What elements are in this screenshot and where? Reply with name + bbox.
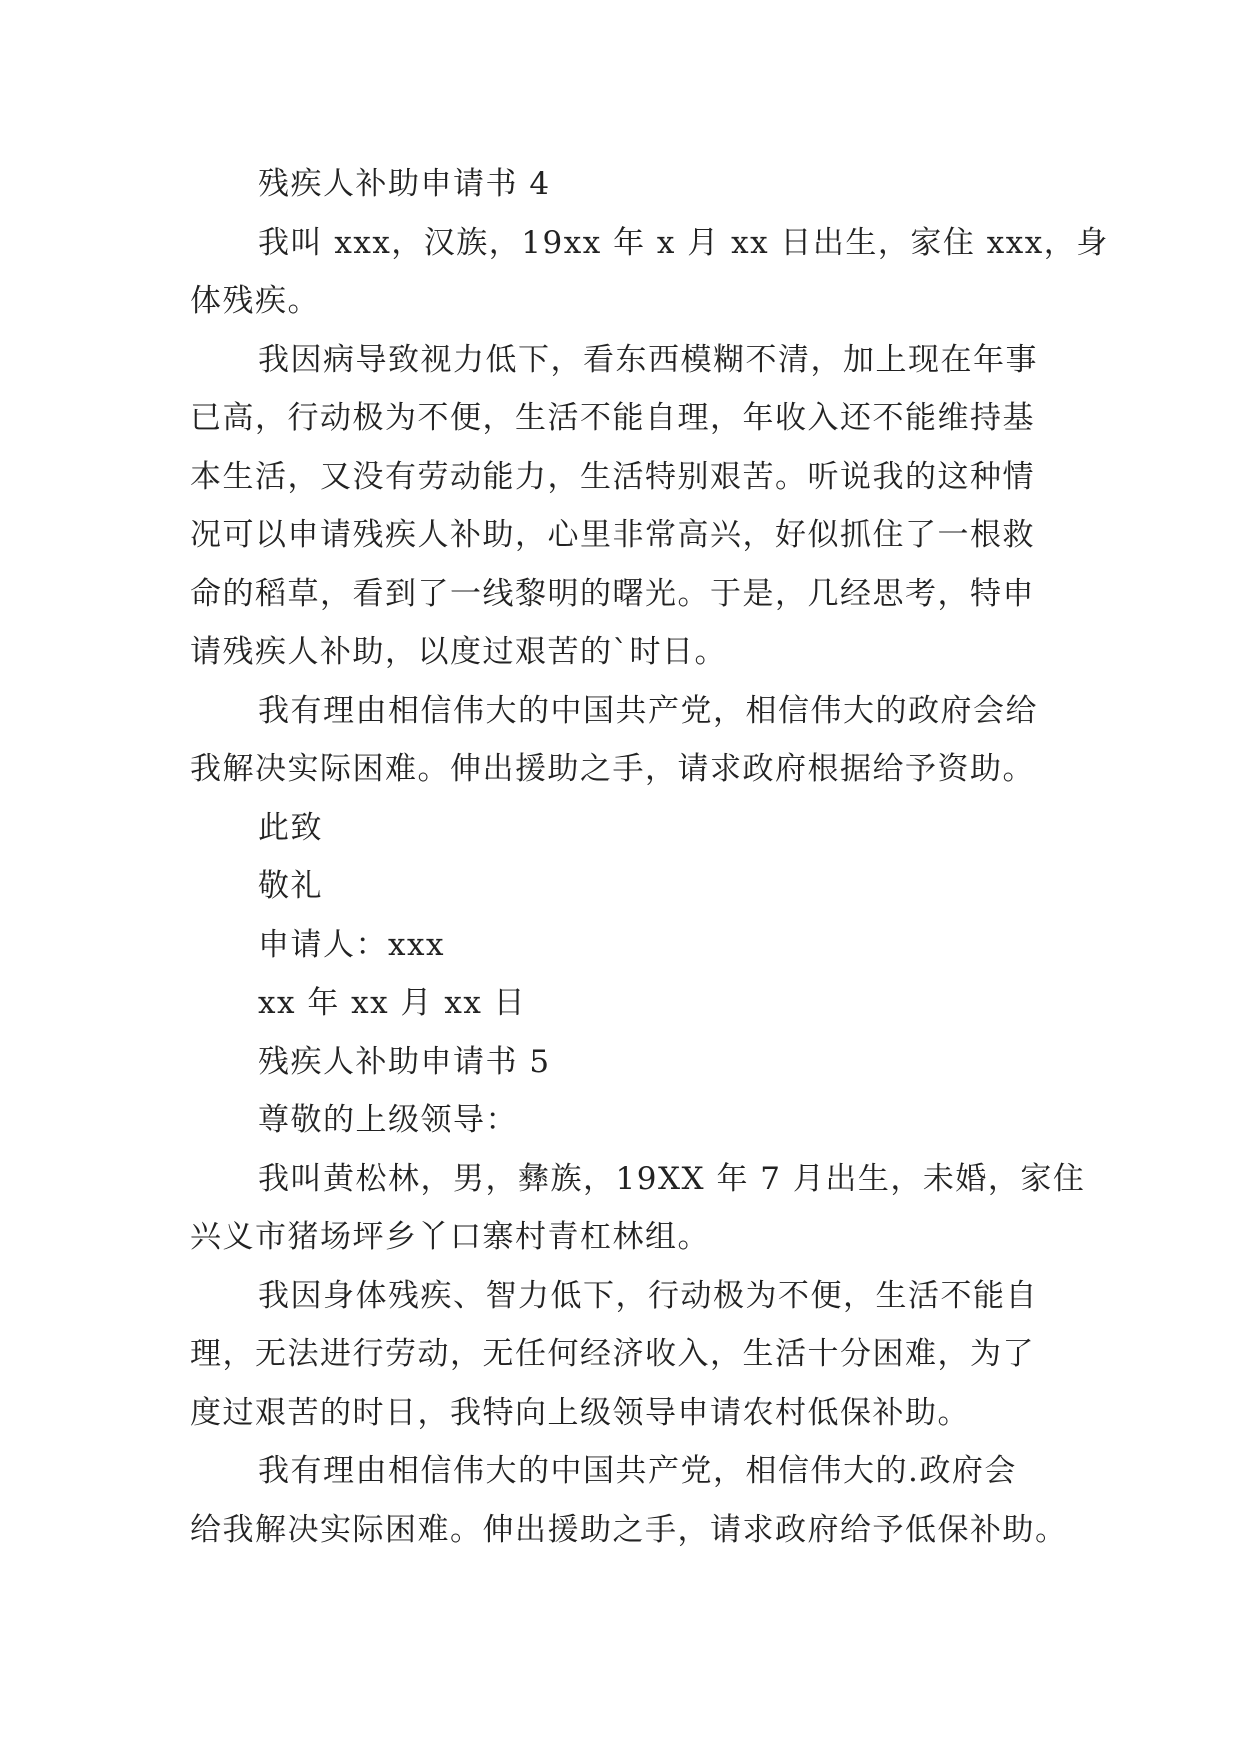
text-line: 体残疾。: [190, 283, 320, 319]
text-line: 我叫 xxx，汉族，19xx 年 x 月 xx 日出生，家住 xxx，身: [258, 224, 1109, 261]
text-line: 尊敬的上级领导：: [258, 1102, 518, 1138]
text-line: 兴义市猪场坪乡丫口寨村青杠林组。: [190, 1219, 710, 1255]
text-line: 况可以申请残疾人补助，心里非常高兴，好似抓住了一根救: [190, 517, 1035, 553]
text-line: 此致: [258, 809, 323, 846]
text-line: 残疾人补助申请书 4: [258, 166, 551, 202]
text-line: 命的稻草，看到了一线黎明的曙光。于是，几经思考，特申: [190, 575, 1035, 612]
text-line: 申请人：xxx: [258, 926, 445, 963]
text-line: 本生活，又没有劳动能力，生活特别艰苦。听说我的这种情: [190, 458, 1035, 495]
text-line: 我叫黄松林，男，彝族，19XX 年 7 月出生，未婚，家住: [258, 1160, 1086, 1197]
text-line: 度过艰苦的时日，我特向上级领导申请农村低保补助。: [190, 1394, 970, 1431]
text-line: 敬礼: [258, 868, 323, 904]
text-line: 我因病导致视力低下，看东西模糊不清，加上现在年事: [258, 341, 1038, 378]
text-line: 我解决实际困难。伸出援助之手，请求政府根据给予资助。: [190, 751, 1035, 787]
text-line: 请残疾人补助，以度过艰苦的`时日。: [190, 634, 727, 670]
text-line: xx 年 xx 月 xx 日: [258, 985, 527, 1021]
text-line: 已高，行动极为不便，生活不能自理，年收入还不能维持基: [190, 400, 1035, 436]
text-line: 我因身体残疾、智力低下，行动极为不便，生活不能自: [258, 1277, 1038, 1314]
text-line: 我有理由相信伟大的中国共产党，相信伟大的政府会给: [258, 692, 1038, 729]
text-line: 理，无法进行劳动，无任何经济收入，生活十分困难，为了: [190, 1336, 1035, 1372]
text-line: 给我解决实际困难。伸出援助之手，请求政府给予低保补助。: [190, 1511, 1068, 1548]
text-line: 我有理由相信伟大的中国共产党，相信伟大的.政府会: [258, 1453, 1017, 1489]
document-body: [190, 155, 1109, 1559]
text-line: 残疾人补助申请书 5: [258, 1043, 551, 1080]
